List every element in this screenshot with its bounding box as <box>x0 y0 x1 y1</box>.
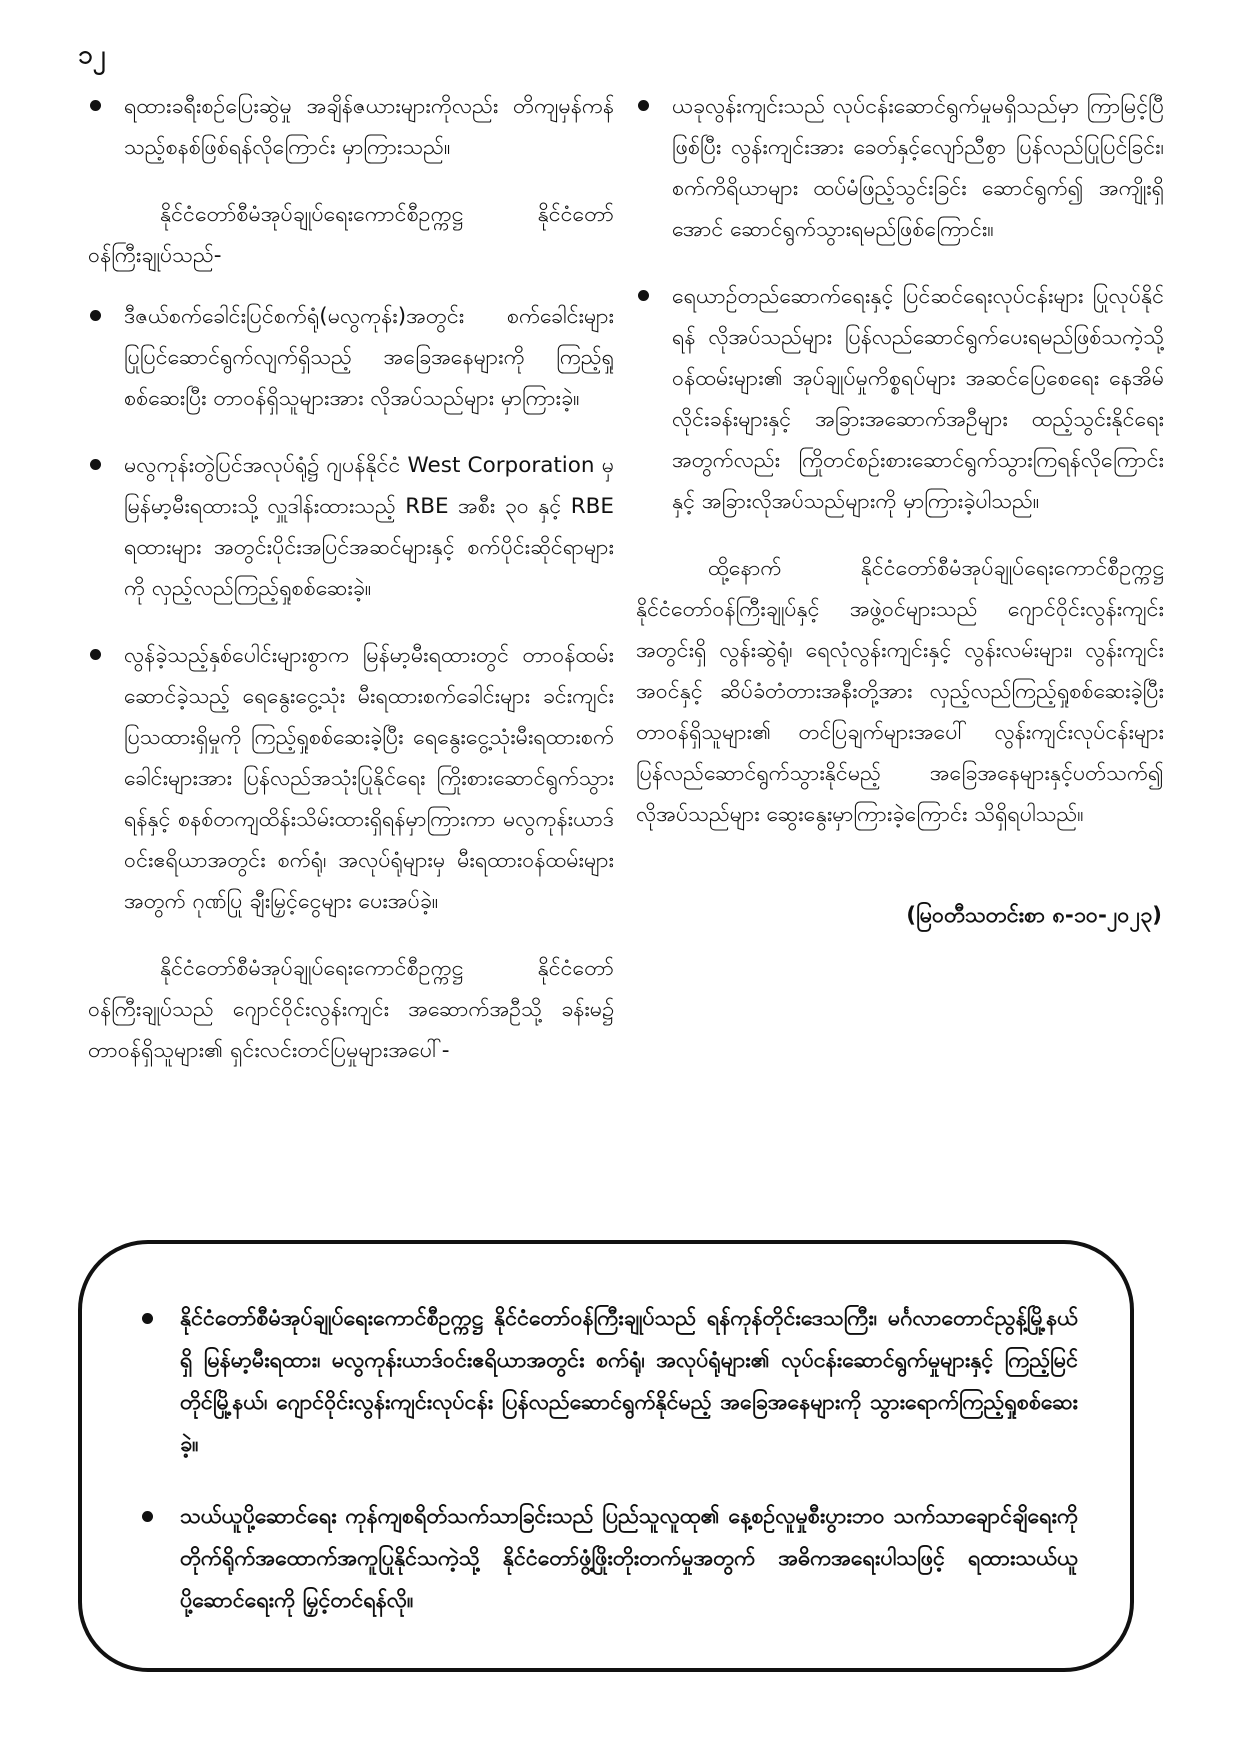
summary-box <box>78 1240 1134 1672</box>
list-item <box>140 1496 1078 1622</box>
list-item <box>88 635 614 922</box>
bullet-icon <box>90 100 101 111</box>
bullet-icon <box>638 100 649 111</box>
list-item <box>88 445 614 609</box>
list-item <box>636 86 1164 250</box>
bullet-text: သယ်ယူပို့ဆောင်ရေး ကုန်ကျစရိတ်သက်သာခြင်းသည် ပြည်သူလူထု၏ နေ့စဉ်လူမှုစီးပွားဘဝ သက်သာချောင်ချိရေးကို တိုက်ရိုက်အထောက်အကူပြုနိုင်သကဲ့သို့ နိုင်ငံတော်ဖွံ့ဖြိုးတိုးတက်မှုအတွက် အဓိကအရေးပါသဖြင့် ရထားသယ်ယူပို့ဆောင်ရေးကို မြှင့်တင်ရန်လို။ <box>180 1504 1078 1613</box>
bullet-icon <box>142 1511 153 1522</box>
bullet-icon <box>90 310 101 321</box>
right-column <box>636 86 1164 936</box>
page-number: ၁၂ <box>78 40 106 70</box>
list-item <box>636 276 1164 522</box>
closing-paragraph: ထို့နောက် နိုင်ငံတော်စီမံအုပ်ချုပ်ရေးကောင်စီဥက္ကဋ္ဌ နိုင်ငံတော်ဝန်ကြီးချုပ်နှင့် အဖွဲ့ဝင်များသည် ဂျောင်ဝိုင်းလွန်းကျင်းအတွင်းရှိ လွန်းဆွဲရုံ၊ ရေလုံလွန်းကျင်းနှင့် လွန်းလမ်းများ၊ လွန်းကျင်းအဝင်နှင့် ဆိပ်ခံတံတားအနီးတို့အား လှည့်လည်ကြည့်ရှုစစ်ဆေးခဲ့ပြီး တာဝန်ရှိသူများ၏ တင်ပြချက်များအပေါ် လွန်းကျင်းလုပ်ငန်းများ ပြန်လည်ဆောင်ရွက်သွားနိုင်မည့် အခြေအနေများနှင့်ပတ်သက်၍ လိုအပ်သည်များ ဆွေးနွေးမှာကြားခဲ့ကြောင်း သိရှိရပါသည်။ <box>636 556 1164 827</box>
bullet-text: ယခုလွန်းကျင်းသည် လုပ်ငန်းဆောင်ရွက်မှုမရှိသည်မှာ ကြာမြင့်ပြီဖြစ်ပြီး လွန်းကျင်းအား ခေတ်နှင့်လျော်ညီစွာ ပြန်လည်ပြုပြင်ခြင်း၊ စက်ကိရိယာများ ထပ်မံဖြည့်သွင်းခြင်း ဆောင်ရွက်၍ အကျိုးရှိအောင် ဆောင်ရွက်သွားရမည်ဖြစ်ကြောင်း။ <box>672 94 1164 242</box>
bullet-icon <box>142 1313 153 1324</box>
bullet-text: ရေယာဉ်တည်ဆောက်ရေးနှင့် ပြင်ဆင်ရေးလုပ်ငန်းများ ပြုလုပ်နိုင်ရန် လိုအပ်သည်များ ပြန်လည်ဆောင်ရွက်ပေးရမည်ဖြစ်သကဲ့သို့ ဝန်ထမ်းများ၏ အုပ်ချုပ်မှုကိစ္စရပ်များ အဆင်ပြေစေရေး နေအိမ်လိုင်းခန်းများနှင့် အခြားအဆောက်အဦများ ထည့်သွင်းနိုင်ရေးအတွက်လည်း ကြိုတင်စဉ်းစားဆောင်ရွက်သွားကြရန်လိုကြောင်းနှင့် အခြားလိုအပ်သည်များကို မှာကြားခဲ့ပါသည်။ <box>672 284 1164 514</box>
left-column <box>88 86 614 1091</box>
bullet-icon <box>638 290 649 301</box>
list-item <box>88 296 614 419</box>
bullet-text: လွန်ခဲ့သည့်နှစ်ပေါင်းများစွာက မြန်မာ့မီးရထားတွင် တာဝန်ထမ်းဆောင်ခဲ့သည့် ရေနွေးငွေ့သုံး မီးရထားစက်ခေါင်းများ ခင်းကျင်းပြသထားရှိမှုကို ကြည့်ရှုစစ်ဆေးခဲ့ပြီး ရေနွေးငွေ့သုံးမီးရထားစက်ခေါင်းများအား ပြန်လည်အသုံးပြုနိုင်ရေး ကြိုးစားဆောင်ရွက်သွားရန်နှင့် စနစ်တကျထိန်းသိမ်းထားရှိရန်မှာကြားကာ မလွကုန်းယာဒ်ဝင်းဧရိယာအတွင်း စက်ရုံ၊ အလုပ်ရုံများမှ မီးရထားဝန်ထမ်းများအတွက် ဂုဏ်ပြု ချီးမြှင့်ငွေများ ပေးအပ်ခဲ့။ <box>124 643 614 914</box>
source-credit: (မြဝတီသတင်းစာ ၈-၁၀-၂၀၂၃) <box>906 903 1162 928</box>
bullet-icon <box>90 459 101 470</box>
list-item <box>140 1298 1078 1466</box>
list-item <box>88 86 614 168</box>
bullet-text: ရထားခရီးစဉ်ပြေးဆွဲမှု အချိန်ဇယားများကိုလည်း တိကျမှန်ကန်သည့်စနစ်ဖြစ်ရန်လိုကြောင်း မှာကြားသည်။ <box>124 94 614 160</box>
bullet-text: ဒီဇယ်စက်ခေါင်းပြင်စက်ရုံ(မလွကုန်း)အတွင်း စက်ခေါင်းများ ပြုပြင်ဆောင်ရွက်လျက်ရှိသည့် အခြေအနေများကို ကြည့်ရှုစစ်ဆေးပြီး တာဝန်ရှိသူများအား လိုအပ်သည်များ မှာကြားခဲ့။ <box>124 304 614 411</box>
bullet-text: မလွကုန်းတွဲပြင်အလုပ်ရုံ၌ ဂျပန်နိုင်ငံ West Corporation မှ မြန်မာ့မီးရထားသို့ လှူဒါန်းထားသည့် RBE အစီး ၃၀ နှင့် RBE ရထားများ အတွင်းပိုင်းအပြင်အဆင်များနှင့် စက်ပိုင်းဆိုင်ရာများကို လှည့်လည်ကြည့်ရှုစစ်ဆေးခဲ့။ <box>124 453 614 601</box>
intro-paragraph: နိုင်ငံတော်စီမံအုပ်ချုပ်ရေးကောင်စီဥက္ကဋ္ဌ နိုင်ငံတော်ဝန်ကြီးချုပ်သည်- <box>88 202 614 268</box>
closing-paragraph: နိုင်ငံတော်စီမံအုပ်ချုပ်ရေးကောင်စီဥက္ကဋ္ဌ နိုင်ငံတော်ဝန်ကြီးချုပ်သည် ဂျောင်ဝိုင်းလွန်းကျင်း အဆောက်အဦသို့ ခန်းမ၌ တာဝန်ရှိသူများ၏ ရှင်းလင်းတင်ပြမှုများအပေါ်- <box>88 956 614 1063</box>
bullet-text: နိုင်ငံတော်စီမံအုပ်ချုပ်ရေးကောင်စီဥက္ကဋ္ဌ နိုင်ငံတော်ဝန်ကြီးချုပ်သည် ရန်ကုန်တိုင်းဒေသကြီး၊ မင်္ဂလာတောင်ညွန့်မြို့နယ်ရှိ မြန်မာ့မီးရထား၊ မလွကုန်းယာဒ်ဝင်းဧရိယာအတွင်း စက်ရုံ၊ အလုပ်ရုံများ၏ လုပ်ငန်းဆောင်ရွက်မှုများနှင့် ကြည့်မြင်တိုင်မြို့နယ်၊ ဂျောင်ဝိုင်းလွန်းကျင်းလုပ်ငန်း ပြန်လည်ဆောင်ရွက်နိုင်မည့် အခြေအနေများကို သွားရောက်ကြည့်ရှုစစ်ဆေးခဲ့။ <box>180 1306 1078 1457</box>
bullet-icon <box>90 649 101 660</box>
